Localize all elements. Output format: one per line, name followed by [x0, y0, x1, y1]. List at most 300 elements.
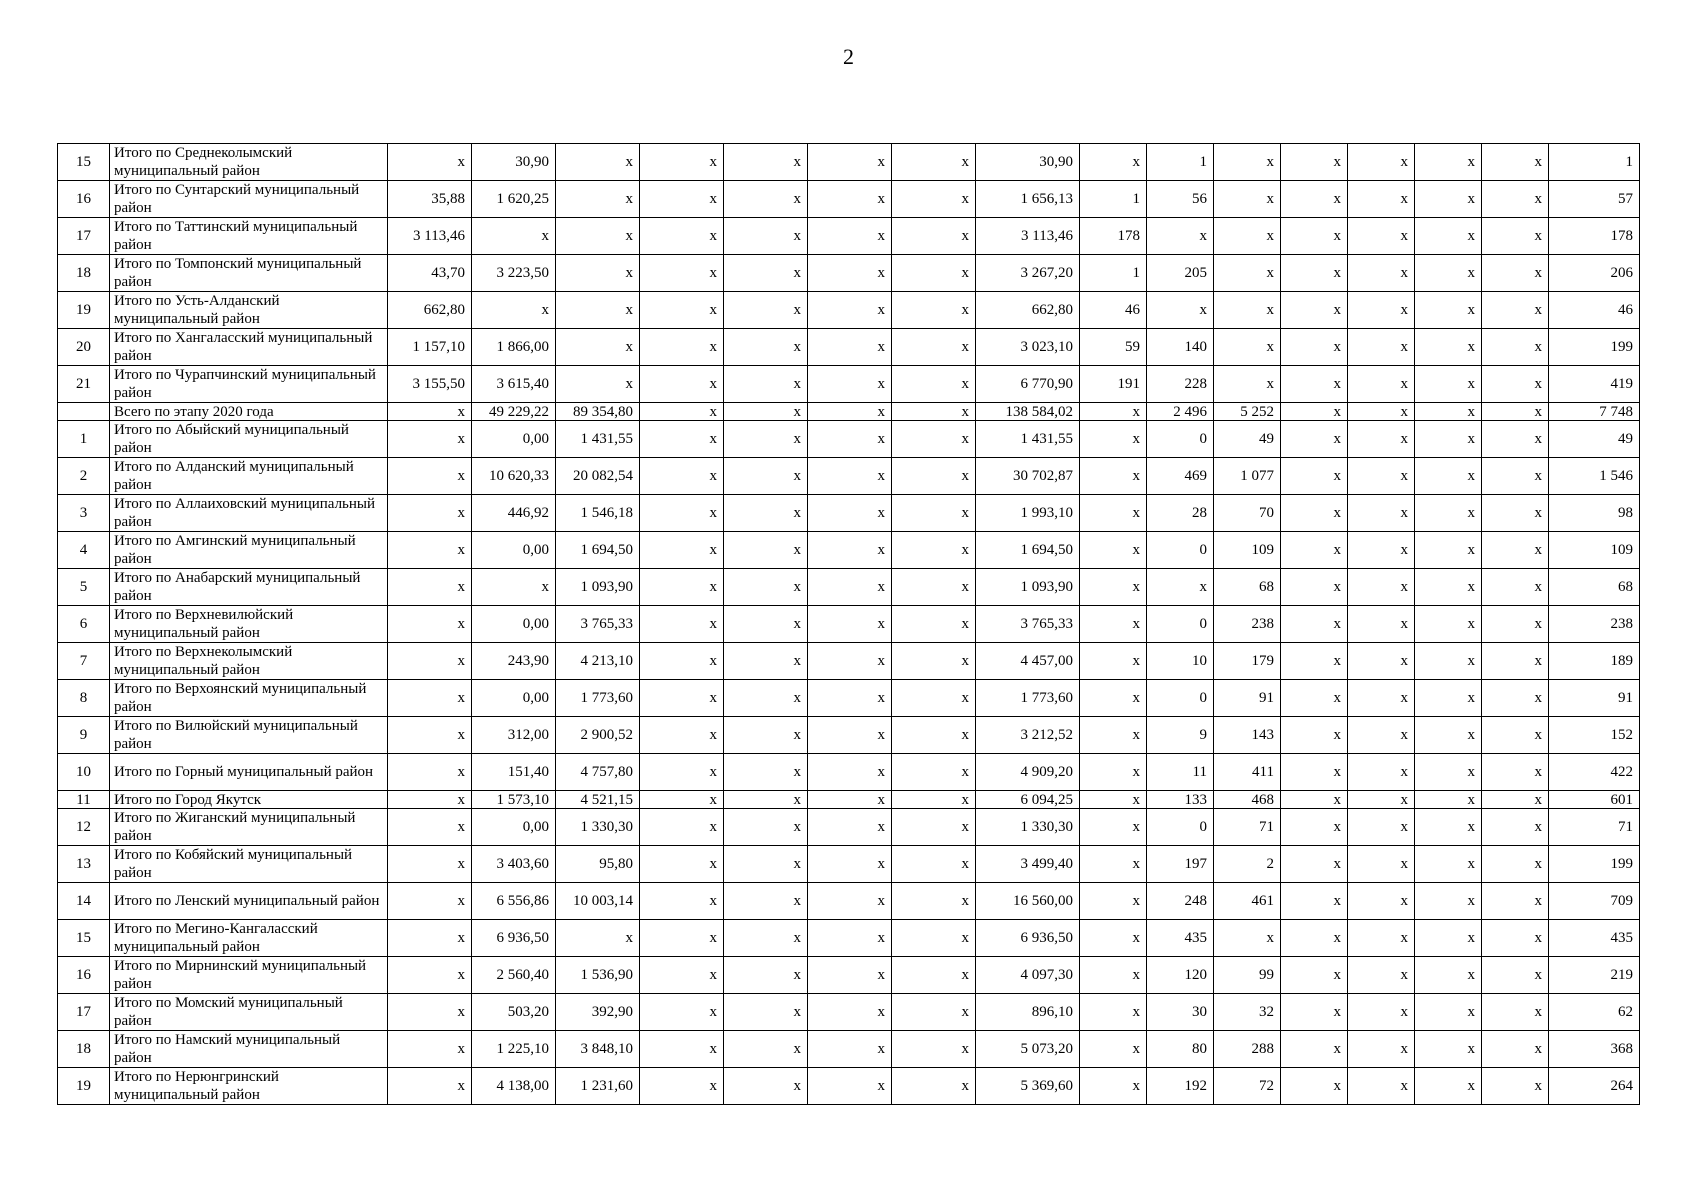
value-cell: 80 [1147, 1031, 1214, 1068]
value-cell: x [388, 458, 472, 495]
row-number-cell: 13 [58, 846, 110, 883]
value-cell: 143 [1214, 717, 1281, 754]
value-cell: 197 [1147, 846, 1214, 883]
district-name-cell: Итого по Алданский муниципальный район [110, 458, 388, 495]
value-cell: 151,40 [472, 754, 556, 791]
value-cell: x [892, 532, 976, 569]
value-cell: 68 [1214, 569, 1281, 606]
value-cell: x [1281, 791, 1348, 809]
value-cell: 206 [1549, 255, 1640, 292]
table-row [58, 329, 1640, 366]
page-number: 2 [843, 44, 854, 69]
value-cell: x [388, 1068, 472, 1105]
value-cell: x [1281, 495, 1348, 532]
value-cell: x [808, 292, 892, 329]
value-cell: x [1415, 846, 1482, 883]
value-cell: x [1281, 920, 1348, 957]
row-number-cell: 7 [58, 643, 110, 680]
value-cell: x [388, 421, 472, 458]
value-cell: 140 [1147, 329, 1214, 366]
value-cell: x [1482, 680, 1549, 717]
value-cell: 709 [1549, 883, 1640, 920]
value-cell: x [1482, 403, 1549, 421]
district-name-cell: Итого по Томпонский муниципальный район [110, 255, 388, 292]
table-row [58, 532, 1640, 569]
value-cell: 461 [1214, 883, 1281, 920]
district-name-cell: Итого по Аллаиховский муниципальный район [110, 495, 388, 532]
table-row [58, 292, 1640, 329]
value-cell: 1 431,55 [976, 421, 1080, 458]
district-name-cell: Итого по Горный муниципальный район [110, 754, 388, 791]
value-cell: x [388, 680, 472, 717]
value-cell: x [1348, 680, 1415, 717]
value-cell: x [724, 181, 808, 218]
value-cell: x [556, 181, 640, 218]
value-cell: 30,90 [472, 144, 556, 181]
value-cell: 4 213,10 [556, 643, 640, 680]
district-name-cell: Итого по Сунтарский муниципальный район [110, 181, 388, 218]
table-row [58, 218, 1640, 255]
value-cell: 3 155,50 [388, 366, 472, 403]
table-row [58, 144, 1640, 181]
value-cell: x [640, 329, 724, 366]
value-cell: x [388, 144, 472, 181]
value-cell: x [724, 606, 808, 643]
value-cell: x [1281, 957, 1348, 994]
value-cell: 6 936,50 [472, 920, 556, 957]
district-name-cell: Итого по Чурапчинский муниципальный район [110, 366, 388, 403]
value-cell: 1 [1080, 181, 1147, 218]
value-cell: x [1482, 717, 1549, 754]
value-cell: 3 765,33 [976, 606, 1080, 643]
row-number-cell: 11 [58, 791, 110, 809]
value-cell: x [1281, 643, 1348, 680]
district-name-cell: Итого по Анабарский муниципальный район [110, 569, 388, 606]
table-row [58, 403, 1640, 421]
value-cell: x [1415, 1031, 1482, 1068]
value-cell: 11 [1147, 754, 1214, 791]
value-cell: x [1348, 920, 1415, 957]
value-cell: x [1080, 1031, 1147, 1068]
value-cell: x [640, 495, 724, 532]
value-cell: 446,92 [472, 495, 556, 532]
value-cell: x [1080, 569, 1147, 606]
value-cell: 57 [1549, 181, 1640, 218]
table-row [58, 1068, 1640, 1105]
district-name-cell: Итого по Амгинский муниципальный район [110, 532, 388, 569]
value-cell: x [1482, 421, 1549, 458]
value-cell: x [1281, 292, 1348, 329]
value-cell: 191 [1080, 366, 1147, 403]
value-cell: x [1080, 920, 1147, 957]
value-cell: x [1415, 920, 1482, 957]
value-cell: x [1415, 366, 1482, 403]
value-cell: 4 757,80 [556, 754, 640, 791]
value-cell: 288 [1214, 1031, 1281, 1068]
value-cell: 6 556,86 [472, 883, 556, 920]
value-cell: x [1348, 791, 1415, 809]
value-cell: x [388, 920, 472, 957]
value-cell: x [892, 809, 976, 846]
value-cell: 189 [1549, 643, 1640, 680]
value-cell: 435 [1147, 920, 1214, 957]
value-cell: 1 093,90 [556, 569, 640, 606]
value-cell: x [724, 791, 808, 809]
value-cell: x [1214, 144, 1281, 181]
value-cell: x [1281, 255, 1348, 292]
value-cell: x [724, 569, 808, 606]
value-cell: 3 403,60 [472, 846, 556, 883]
value-cell: 109 [1214, 532, 1281, 569]
value-cell: x [640, 809, 724, 846]
value-cell: x [892, 403, 976, 421]
value-cell: x [1281, 754, 1348, 791]
value-cell: 98 [1549, 495, 1640, 532]
value-cell: 178 [1080, 218, 1147, 255]
district-name-cell: Итого по Намский муниципальный район [110, 1031, 388, 1068]
table-row [58, 366, 1640, 403]
value-cell: x [892, 920, 976, 957]
value-cell: x [1214, 181, 1281, 218]
value-cell: 91 [1214, 680, 1281, 717]
value-cell: x [1080, 994, 1147, 1031]
value-cell: x [892, 495, 976, 532]
row-number-cell: 1 [58, 421, 110, 458]
row-number-cell: 19 [58, 1068, 110, 1105]
value-cell: 662,80 [976, 292, 1080, 329]
value-cell: 71 [1214, 809, 1281, 846]
value-cell: x [1348, 1031, 1415, 1068]
value-cell: 9 [1147, 717, 1214, 754]
value-cell: 392,90 [556, 994, 640, 1031]
value-cell: x [724, 957, 808, 994]
value-cell: x [640, 643, 724, 680]
row-number-cell: 6 [58, 606, 110, 643]
value-cell: x [1080, 680, 1147, 717]
value-cell: 0 [1147, 809, 1214, 846]
value-cell: x [1348, 1068, 1415, 1105]
value-cell: x [1281, 569, 1348, 606]
value-cell: x [1348, 255, 1415, 292]
value-cell: x [1281, 606, 1348, 643]
value-cell: 56 [1147, 181, 1214, 218]
value-cell: x [640, 791, 724, 809]
value-cell: x [808, 883, 892, 920]
row-number-cell: 4 [58, 532, 110, 569]
value-cell: x [472, 218, 556, 255]
value-cell: 248 [1147, 883, 1214, 920]
value-cell: 0 [1147, 421, 1214, 458]
value-cell: x [892, 255, 976, 292]
value-cell: 419 [1549, 366, 1640, 403]
value-cell: 1 773,60 [556, 680, 640, 717]
value-cell: 2 900,52 [556, 717, 640, 754]
value-cell: x [1080, 421, 1147, 458]
value-cell: 2 [1214, 846, 1281, 883]
row-number-cell: 19 [58, 292, 110, 329]
value-cell: 0,00 [472, 532, 556, 569]
value-cell: x [1348, 458, 1415, 495]
value-cell: 71 [1549, 809, 1640, 846]
value-cell: 30 702,87 [976, 458, 1080, 495]
value-cell: 662,80 [388, 292, 472, 329]
value-cell: x [808, 791, 892, 809]
value-cell: x [892, 292, 976, 329]
value-cell: x [1482, 1031, 1549, 1068]
row-number-cell: 12 [58, 809, 110, 846]
value-cell: x [1482, 809, 1549, 846]
value-cell: x [1214, 255, 1281, 292]
value-cell: x [640, 366, 724, 403]
value-cell: x [640, 144, 724, 181]
row-number-cell: 8 [58, 680, 110, 717]
value-cell: x [808, 1068, 892, 1105]
row-number-cell: 10 [58, 754, 110, 791]
table-row [58, 754, 1640, 791]
value-cell: x [724, 495, 808, 532]
value-cell: x [1482, 366, 1549, 403]
value-cell: x [724, 144, 808, 181]
value-cell: x [724, 643, 808, 680]
value-cell: x [1415, 809, 1482, 846]
value-cell: x [388, 606, 472, 643]
value-cell: 28 [1147, 495, 1214, 532]
district-name-cell: Итого по Нерюнгринский муниципальный район [110, 1068, 388, 1105]
value-cell: 1 656,13 [976, 181, 1080, 218]
value-cell: 0,00 [472, 421, 556, 458]
value-cell: x [388, 994, 472, 1031]
value-cell: 16 560,00 [976, 883, 1080, 920]
value-cell: 1 620,25 [472, 181, 556, 218]
value-cell: 1 330,30 [556, 809, 640, 846]
value-cell: 46 [1080, 292, 1147, 329]
value-cell: x [640, 717, 724, 754]
value-cell: x [1348, 421, 1415, 458]
value-cell: x [724, 292, 808, 329]
value-cell: x [892, 329, 976, 366]
value-cell: x [1348, 403, 1415, 421]
value-cell: 1 546,18 [556, 495, 640, 532]
table-row [58, 458, 1640, 495]
value-cell: x [892, 754, 976, 791]
value-cell: 243,90 [472, 643, 556, 680]
value-cell: 3 615,40 [472, 366, 556, 403]
value-cell: 468 [1214, 791, 1281, 809]
value-cell: 2 560,40 [472, 957, 556, 994]
district-name-cell: Итого по Вилюйский муниципальный район [110, 717, 388, 754]
value-cell: x [892, 883, 976, 920]
value-cell: 10 [1147, 643, 1214, 680]
value-cell: x [1348, 144, 1415, 181]
value-cell: x [892, 680, 976, 717]
value-cell: 178 [1549, 218, 1640, 255]
value-cell: x [1281, 181, 1348, 218]
value-cell: 95,80 [556, 846, 640, 883]
value-cell: 0,00 [472, 606, 556, 643]
value-cell: 133 [1147, 791, 1214, 809]
value-cell: x [892, 366, 976, 403]
value-cell: x [808, 329, 892, 366]
value-cell: 3 499,40 [976, 846, 1080, 883]
row-number-cell: 3 [58, 495, 110, 532]
district-name-cell: Итого по Таттинский муниципальный район [110, 218, 388, 255]
value-cell: x [1415, 1068, 1482, 1105]
value-cell: x [388, 1031, 472, 1068]
value-cell: x [1415, 883, 1482, 920]
value-cell: x [1214, 218, 1281, 255]
value-cell: x [1482, 754, 1549, 791]
value-cell: x [1482, 643, 1549, 680]
value-cell: x [556, 255, 640, 292]
value-cell: 4 138,00 [472, 1068, 556, 1105]
value-cell: x [1080, 144, 1147, 181]
value-cell: x [1482, 957, 1549, 994]
value-cell: x [1080, 403, 1147, 421]
value-cell: x [1415, 643, 1482, 680]
value-cell: x [1415, 717, 1482, 754]
row-number-cell: 17 [58, 218, 110, 255]
value-cell: x [808, 181, 892, 218]
value-cell: x [640, 255, 724, 292]
value-cell: x [724, 403, 808, 421]
value-cell: x [892, 144, 976, 181]
value-cell: x [1482, 532, 1549, 569]
value-cell: x [724, 255, 808, 292]
value-cell: 5 073,20 [976, 1031, 1080, 1068]
value-cell: 10 003,14 [556, 883, 640, 920]
value-cell: x [1415, 606, 1482, 643]
value-cell: x [1482, 144, 1549, 181]
value-cell: 0 [1147, 606, 1214, 643]
value-cell: x [1415, 329, 1482, 366]
value-cell: x [388, 754, 472, 791]
row-number-cell: 21 [58, 366, 110, 403]
value-cell: x [808, 144, 892, 181]
value-cell: 49 229,22 [472, 403, 556, 421]
value-cell: x [1415, 569, 1482, 606]
value-cell: 3 113,46 [388, 218, 472, 255]
row-number-cell: 15 [58, 144, 110, 181]
row-number-cell [58, 403, 110, 421]
value-cell: x [808, 606, 892, 643]
value-cell: x [1482, 292, 1549, 329]
value-cell: 3 113,46 [976, 218, 1080, 255]
value-cell: 228 [1147, 366, 1214, 403]
district-name-cell: Итого по Жиганский муниципальный район [110, 809, 388, 846]
value-cell: x [640, 1031, 724, 1068]
value-cell: x [1080, 606, 1147, 643]
value-cell: 43,70 [388, 255, 472, 292]
value-cell: x [640, 957, 724, 994]
value-cell: 59 [1080, 329, 1147, 366]
value-cell: x [388, 532, 472, 569]
value-cell: x [1281, 994, 1348, 1031]
value-cell: x [1281, 809, 1348, 846]
value-cell: 120 [1147, 957, 1214, 994]
value-cell: 3 212,52 [976, 717, 1080, 754]
value-cell: x [1080, 883, 1147, 920]
table-row [58, 791, 1640, 809]
table-body [58, 144, 1640, 1105]
value-cell: x [640, 458, 724, 495]
value-cell: x [724, 366, 808, 403]
row-number-cell: 9 [58, 717, 110, 754]
value-cell: 1 157,10 [388, 329, 472, 366]
value-cell: 503,20 [472, 994, 556, 1031]
value-cell: x [892, 957, 976, 994]
value-cell: 6 094,25 [976, 791, 1080, 809]
value-cell: x [388, 495, 472, 532]
value-cell: 0 [1147, 532, 1214, 569]
value-cell: x [1214, 292, 1281, 329]
value-cell: x [1348, 643, 1415, 680]
value-cell: 5 252 [1214, 403, 1281, 421]
value-cell: x [1281, 846, 1348, 883]
value-cell: 1 866,00 [472, 329, 556, 366]
value-cell: x [808, 569, 892, 606]
value-cell: 2 496 [1147, 403, 1214, 421]
value-cell: x [808, 421, 892, 458]
value-cell: x [808, 809, 892, 846]
value-cell: x [1080, 957, 1147, 994]
value-cell: x [388, 643, 472, 680]
value-cell: x [640, 883, 724, 920]
value-cell: x [1080, 809, 1147, 846]
value-cell: 199 [1549, 329, 1640, 366]
value-cell: x [1348, 532, 1415, 569]
value-cell: 205 [1147, 255, 1214, 292]
value-cell: x [556, 292, 640, 329]
value-cell: 7 748 [1549, 403, 1640, 421]
value-cell: x [892, 181, 976, 218]
value-cell: x [892, 606, 976, 643]
value-cell: x [388, 569, 472, 606]
value-cell: x [1482, 181, 1549, 218]
value-cell: x [1415, 957, 1482, 994]
data-table [57, 143, 1640, 1105]
value-cell: x [1482, 218, 1549, 255]
value-cell: 179 [1214, 643, 1281, 680]
value-cell: x [1482, 846, 1549, 883]
value-cell: x [724, 1031, 808, 1068]
value-cell: 6 936,50 [976, 920, 1080, 957]
value-cell: 1 [1549, 144, 1640, 181]
value-cell: x [808, 957, 892, 994]
district-name-cell: Итого по Мирнинский муниципальный район [110, 957, 388, 994]
value-cell: x [1348, 809, 1415, 846]
value-cell: 20 082,54 [556, 458, 640, 495]
value-cell: x [1482, 883, 1549, 920]
value-cell: 10 620,33 [472, 458, 556, 495]
value-cell: 199 [1549, 846, 1640, 883]
value-cell: x [892, 421, 976, 458]
value-cell: 138 584,02 [976, 403, 1080, 421]
table-row [58, 643, 1640, 680]
district-name-cell: Итого по Верхневилюйский муниципальный район [110, 606, 388, 643]
value-cell: x [1348, 181, 1415, 218]
value-cell: x [1281, 883, 1348, 920]
row-number-cell: 5 [58, 569, 110, 606]
value-cell: x [556, 920, 640, 957]
value-cell: x [808, 218, 892, 255]
row-number-cell: 2 [58, 458, 110, 495]
table-row [58, 809, 1640, 846]
table-row [58, 846, 1640, 883]
value-cell: x [808, 846, 892, 883]
row-number-cell: 18 [58, 1031, 110, 1068]
district-name-cell: Всего по этапу 2020 года [110, 403, 388, 421]
table-row [58, 569, 1640, 606]
